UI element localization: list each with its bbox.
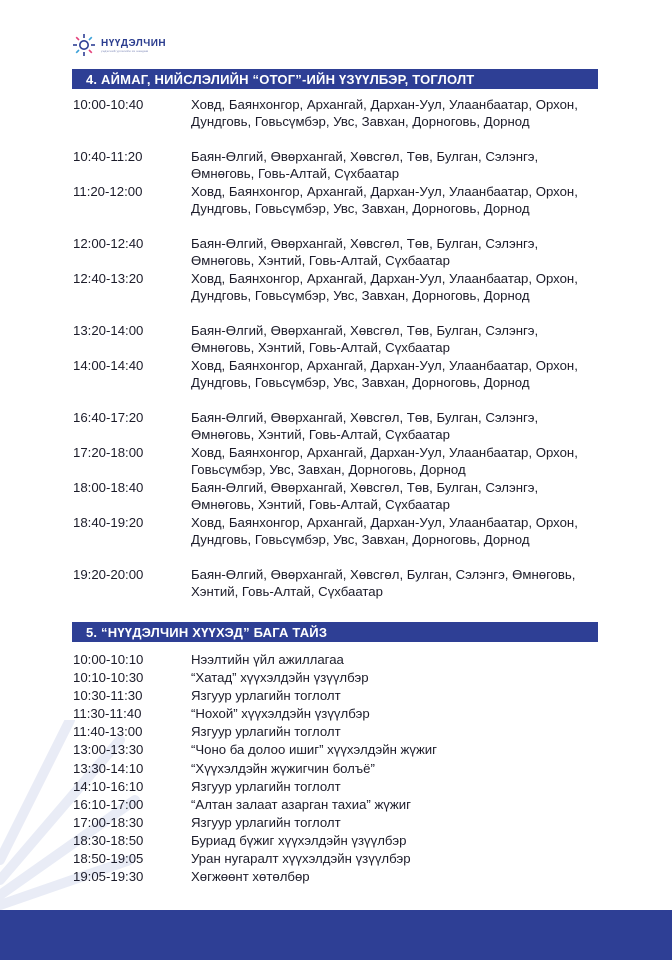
row-time: 18:40-19:20 — [73, 515, 144, 530]
row-time: 10:10-10:30 — [73, 670, 144, 686]
schedule-row — [73, 705, 593, 723]
row-description: “Чоно ба долоо ишиг” хүүхэлдэйн жүжиг — [191, 742, 437, 758]
row-description: Буриад бүжиг хүүхэлдэйн үзүүлбэр — [191, 832, 407, 848]
row-time: 16:40-17:20 — [73, 410, 144, 425]
schedule-row — [73, 444, 593, 479]
row-description: Баян-Өлгий, Өвөрхангай, Хөвсгөл, Төв, Булган, Сэлэнгэ, Өмнөговь, Хэнтий, Говь-Алтай, Сүхбаатар — [191, 236, 539, 269]
row-time: 17:00-18:30 — [73, 814, 144, 830]
row-time: 16:10-17:00 — [73, 796, 144, 812]
schedule-row — [73, 479, 593, 514]
section-5-title: 5. “НҮҮДЭЛЧИН ХҮҮХЭД” БАГА ТАЙЗ — [86, 624, 328, 640]
brand-tagline: үндэсний урлагийн их наадам — [101, 48, 149, 53]
schedule-row — [73, 778, 593, 796]
schedule-row — [73, 687, 593, 705]
row-description: Ховд, Баянхонгор, Архангай, Дархан-Уул, Улаанбаатар, Орхон, Дундговь, Говьсүмбэр, Увс, Завхан, Дорноговь, Дорнод — [191, 358, 578, 391]
row-description: “Алтан залаат азарган тахиа” жүжиг — [191, 796, 411, 812]
row-description: “Хүүхэлдэйн жүжигчин болъё” — [191, 760, 375, 776]
row-description: Язгуур урлагийн тоглолт — [191, 814, 341, 830]
schedule-row — [73, 760, 593, 778]
row-time: 10:30-11:30 — [73, 688, 143, 704]
schedule-row — [73, 868, 593, 886]
footer-band — [0, 910, 672, 960]
row-time: 19:05-19:30 — [73, 869, 144, 885]
row-description: Баян-Өлгий, Өвөрхангай, Хөвсгөл, Төв, Булган, Сэлэнгэ, Өмнөговь, Говь-Алтай, Сүхбаатар — [191, 149, 539, 182]
row-time: 14:00-14:40 — [73, 358, 144, 373]
row-time: 10:00-10:40 — [73, 97, 144, 112]
row-time: 18:00-18:40 — [73, 480, 144, 495]
schedule-row — [73, 514, 593, 566]
row-description: Ховд, Баянхонгор, Архангай, Дархан-Уул, Улаанбаатар, Орхон, Дундговь, Говьсүмбэр, Увс, Завхан, Дорноговь, Дорнод — [191, 184, 578, 217]
row-time: 17:20-18:00 — [73, 445, 144, 460]
row-description: Баян-Өлгий, Өвөрхангай, Хөвсгөл, Төв, Булган, Сэлэнгэ, Өмнөговь, Хэнтий, Говь-Алтай, Сүхбаатар — [191, 323, 539, 356]
row-time: 13:30-14:10 — [73, 760, 144, 776]
schedule-row — [73, 322, 593, 357]
section-5-schedule — [73, 651, 593, 886]
row-time: 10:40-11:20 — [73, 149, 143, 164]
schedule-row — [73, 235, 593, 270]
row-time: 13:00-13:30 — [73, 742, 144, 758]
row-time: 13:20-14:00 — [73, 323, 144, 338]
section-5-header — [72, 622, 598, 642]
schedule-row — [73, 741, 593, 759]
schedule-row — [73, 723, 593, 741]
schedule-row — [73, 669, 593, 687]
schedule-row — [73, 651, 593, 669]
schedule-row — [73, 832, 593, 850]
schedule-row — [73, 148, 593, 183]
sun-emblem-icon — [72, 33, 96, 57]
row-time: 11:40-13:00 — [73, 724, 143, 740]
row-time: 10:00-10:10 — [73, 652, 144, 667]
row-description: Нээлтийн үйл ажиллагаа — [191, 652, 344, 667]
schedule-row — [73, 357, 593, 409]
row-time: 12:40-13:20 — [73, 271, 144, 286]
row-time: 19:20-20:00 — [73, 567, 144, 582]
row-description: Ховд, Баянхонгор, Архангай, Дархан-Уул, Улаанбаатар, Орхон, Говьсүмбэр, Увс, Завхан, Дорноговь, Дорнод — [191, 445, 578, 478]
schedule-row — [73, 96, 593, 148]
row-description: Язгуур урлагийн тоглолт — [191, 724, 341, 740]
row-description: “Нохой” хүүхэлдэйн үзүүлбэр — [191, 706, 370, 722]
row-description: Язгуур урлагийн тоглолт — [191, 778, 341, 794]
schedule-row — [73, 270, 593, 322]
schedule-row — [73, 566, 593, 601]
row-time: 14:10-16:10 — [73, 778, 144, 794]
row-description: Уран нугаралт хүүхэлдэйн үзүүлбэр — [191, 851, 411, 867]
brand-name: НҮҮДЭЛЧИН — [101, 37, 167, 49]
row-time: 11:30-11:40 — [73, 706, 142, 722]
section-4-header — [72, 69, 598, 89]
row-description: Хөгжөөнт хөтөлбөр — [191, 869, 310, 885]
row-description: Ховд, Баянхонгор, Архангай, Дархан-Уул, Улаанбаатар, Орхон, Дундговь, Говьсүмбэр, Увс, Завхан, Дорноговь, Дорнод — [191, 97, 578, 130]
row-description: Язгуур урлагийн тоглолт — [191, 688, 341, 704]
schedule-row — [73, 183, 593, 235]
row-time: 11:20-12:00 — [73, 184, 143, 199]
row-time: 18:50-19:05 — [73, 851, 144, 867]
row-time: 12:00-12:40 — [73, 236, 144, 251]
row-description: Баян-Өлгий, Өвөрхангай, Хөвсгөл, Булган, Сэлэнгэ, Өмнөговь, Хэнтий, Говь-Алтай, Сүхбаатар — [191, 567, 576, 600]
section-4-schedule — [73, 96, 593, 601]
row-time: 18:30-18:50 — [73, 832, 144, 848]
row-description: Ховд, Баянхонгор, Архангай, Дархан-Уул, Улаанбаатар, Орхон, Дундговь, Говьсүмбэр, Увс, Завхан, Дорноговь, Дорнод — [191, 271, 578, 304]
schedule-row — [73, 409, 593, 444]
row-description: “Хатад” хүүхэлдэйн үзүүлбэр — [191, 670, 369, 686]
schedule-row — [73, 814, 593, 832]
schedule-row — [73, 850, 593, 868]
brand-logo — [72, 34, 166, 56]
row-description: Баян-Өлгий, Өвөрхангай, Хөвсгөл, Төв, Булган, Сэлэнгэ, Өмнөговь, Хэнтий, Говь-Алтай, Сүхбаатар — [191, 410, 539, 443]
section-4-title: 4. АЙМАГ, НИЙСЛЭЛИЙН “ОТОГ”-ИЙН ҮЗҮҮЛБЭР, ТОГЛОЛТ — [86, 71, 475, 87]
row-description: Баян-Өлгий, Өвөрхангай, Хөвсгөл, Төв, Булган, Сэлэнгэ, Өмнөговь, Хэнтий, Говь-Алтай, Сүхбаатар — [191, 480, 539, 513]
schedule-row — [73, 796, 593, 814]
row-description: Ховд, Баянхонгор, Архангай, Дархан-Уул, Улаанбаатар, Орхон, Дундговь, Говьсүмбэр, Увс, Завхан, Дорноговь, Дорнод — [191, 515, 578, 548]
